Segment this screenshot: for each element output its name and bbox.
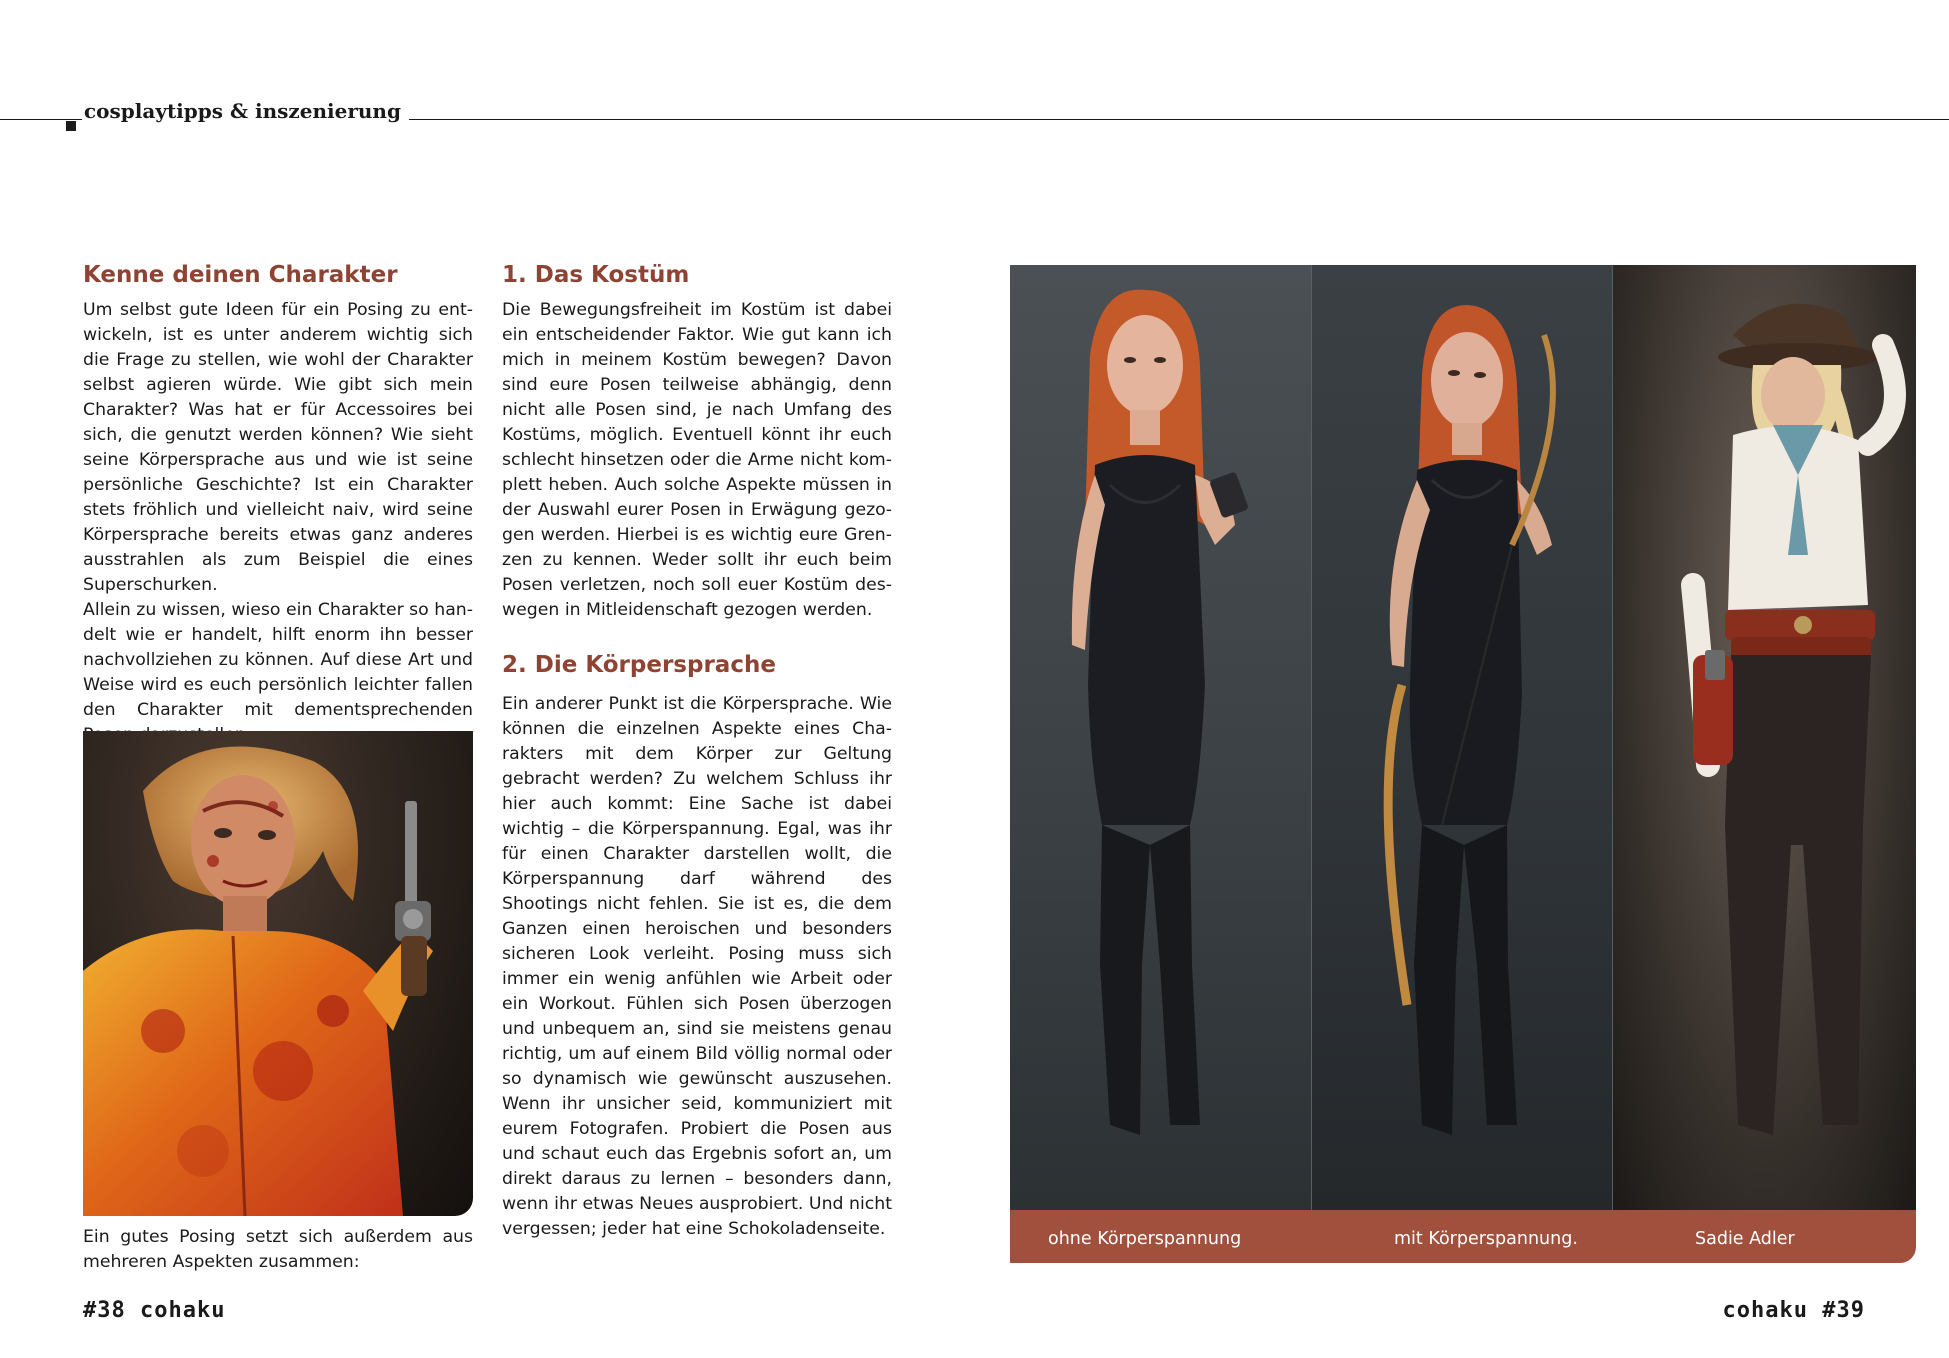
middle-paragraph-1: Die Bewegungsfreiheit im Kostüm ist dabei ein entscheidender Faktor. Wie gut kann ich mich in meinem Kostüm bewegen? Davon sind eure Posen teilweise abhängig, denn nicht alle Posen sind, je nach Umfang des Kostüms, möglich. Eventuell könnt ihr euch schlecht hinsetzen oder die Arme nicht komplett heben. Auch solche Aspekte müssen in der Auswahl eurer Posen in Erwägung gezogen werden. Hierbei is es wichtig eure Grenzen zu kennen. Weder sollt ihr euch beim Posen verletzen, noch soll euer Kostüm deswegen in Mitleidenschaft gezogen werden. <box>502 300 892 620</box>
caption-mit-koerperspannung: mit Körperspannung. <box>1394 1229 1578 1249</box>
caption-sadie-adler: Sadie Adler <box>1695 1229 1795 1249</box>
left-caption: Ein gutes Posing setzt sich außerdem aus mehreren Aspekten zusammen: <box>83 1227 473 1272</box>
photo-panel <box>1010 265 1916 1263</box>
heading-kenne-deinen-charakter: Kenne deinen Charakter <box>83 262 398 288</box>
heading-die-koerpersprache: 2. Die Körpersprache <box>502 652 776 678</box>
cosplay-photo-bloody-revolver <box>83 731 473 1216</box>
page-number-left: #38 cohaku <box>83 1298 226 1323</box>
left-paragraph-2: Allein zu wissen, wieso ein Charakter so handelt wie er handelt, hilft enorm ihn besser nachvollziehen zu können. Auf diese Art und Weise wird es euch persönlich leichter fallen den Charakter mit dementsprechenden <box>83 600 473 720</box>
header-square-marker <box>66 121 76 131</box>
photo-sadie-adler <box>1613 265 1916 1210</box>
section-title: cosplaytipps & inszenierung <box>82 97 409 125</box>
left-paragraph-1: Um selbst gute Ideen für ein Posing zu entwickeln, ist es unter anderem wichtig sich die Frage zu stellen, wie wohl der Charakter selbst agieren würde. Wie gibt sich mein Charakter? Was hat er für Accessoires bei sich, die genutzt werden können? Wie sieht seine Körpersprache aus und wie ist seine persönliche Geschichte? Ist ein Charakter stets fröhlich und vielleicht naiv, wird seine Körpersprache bereits etwas ganz anderes ausstrahlen als zum Beispiel die eines Superschurken. <box>83 300 473 595</box>
photo-ohne-koerperspannung <box>1010 265 1311 1210</box>
photo-mit-koerperspannung <box>1312 265 1612 1210</box>
middle-paragraph-2: Ein anderer Punkt ist die Körpersprache. Wie können die einzelnen Aspekte eines Charakters mit dem Körper zur Geltung gebracht werden? Zu welchem Schluss ihr hier auch kommt: Eine Sache ist dabei wichtig – die Körperspannung. Egal, was ihr für einen Charakter darstellen wollt, die Körperspannung darf während des Shootings nicht fehlen. Sie ist es, die dem Ganzen einen heroischen und besonders sicheren Look verleiht. Posing muss sich immer ein wenig anfühlen wie Arbeit oder ein Workout. Fühlen sich Posen überzogen und unbequem an, sind sie meistens genau richtig, um auf einem Bild völlig normal oder so dynamisch wie gewünscht auszusehen. Wenn ihr unsicher seid, kommuniziert mit eurem Fotografen. Probiert die Posen aus und schaut euch das Ergebnis sofort an, um direkt daraus zu lernen – besonders dann, wenn ihr etwas Neues ausprobiert. Und nicht vergessen; jeder hat eine Schokoladenseite. <box>502 694 892 1239</box>
middle-column <box>502 258 892 1242</box>
heading-das-kostuem: 1. Das Kostüm <box>502 262 690 288</box>
caption-ohne-koerperspannung: ohne Körperspannung <box>1048 1229 1242 1249</box>
page-number-right: cohaku #39 <box>1722 1298 1865 1323</box>
left-column <box>83 258 473 748</box>
